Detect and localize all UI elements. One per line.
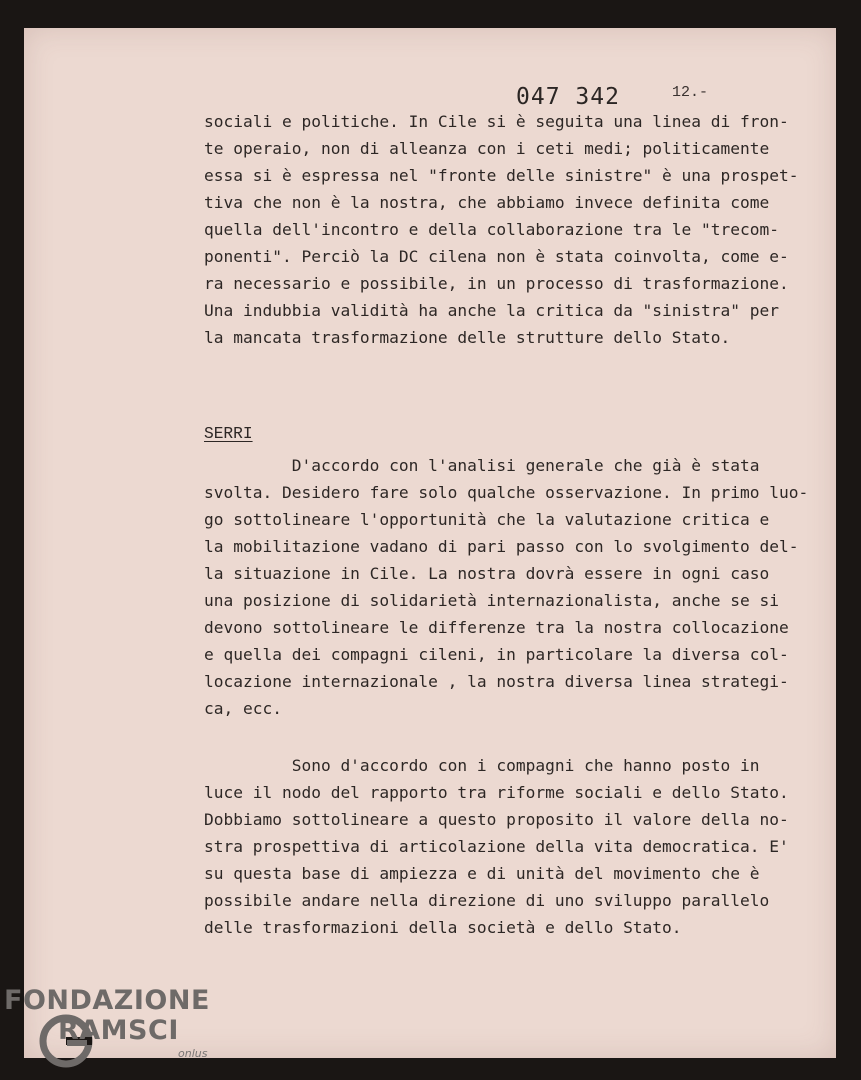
watermark-suffix: onlus xyxy=(178,1047,208,1060)
paragraph-2: D'accordo con l'analisi generale che già è stata svolta. Desidero fare solo qualche osservazione. In primo luo- go sottolineare l'opportunità che la valutazione critica e la mobilitazione vadano di pari passo con lo svolgimento del- la situazione in Cile. La nostra dovrà essere in ogni caso una posizione di solidarietà internazionalista, anche se si devono sottolineare le differenze tra la nostra collocazione e quella dei compagni cileni, in particolare la diversa col- locazione internazionale , la nostra diversa linea strategi- ca, ecc. xyxy=(204,456,809,718)
paragraph-1: sociali e politiche. In Cile si è seguita una linea di fron- te operaio, non di alleanza con i ceti medi; politicamente essa si è espressa nel "fronte delle sinistre" è una prospet- tiva che non è la nostra, che abbiamo invece definita come quella dell'incontro e della collaborazione tra le "trecom- ponenti". Perciò la DC cilena non è stata coinvolta, come e- ra necessario e possibile, in un processo di trasformazione. Una indubbia validità ha anche la critica da "sinistra" per la mancata trasformazione delle strutture dello Stato. xyxy=(204,112,799,347)
fondazione-gramsci-watermark xyxy=(4,985,234,1080)
archive-number: 047 342 xyxy=(516,84,620,110)
speaker-name: SERRI xyxy=(204,425,253,443)
watermark-line-2: RAMSCI xyxy=(58,1015,179,1046)
paragraph-3: Sono d'accordo con i compagni che hanno posto in luce il nodo del rapporto tra riforme sociali e dello Stato. Dobbiamo sottolineare a questo proposito il valore della no- stra prospettiva di articolazione della vita democratica. E' su questa base di ampiezza e di unità del movimento che è possibile andare nella direzione di uno sviluppo parallelo delle trasformazioni della società e dello Stato. xyxy=(204,756,789,937)
watermark-line-1: FONDAZIONE xyxy=(4,985,210,1016)
page-number: 12.- xyxy=(672,84,709,101)
